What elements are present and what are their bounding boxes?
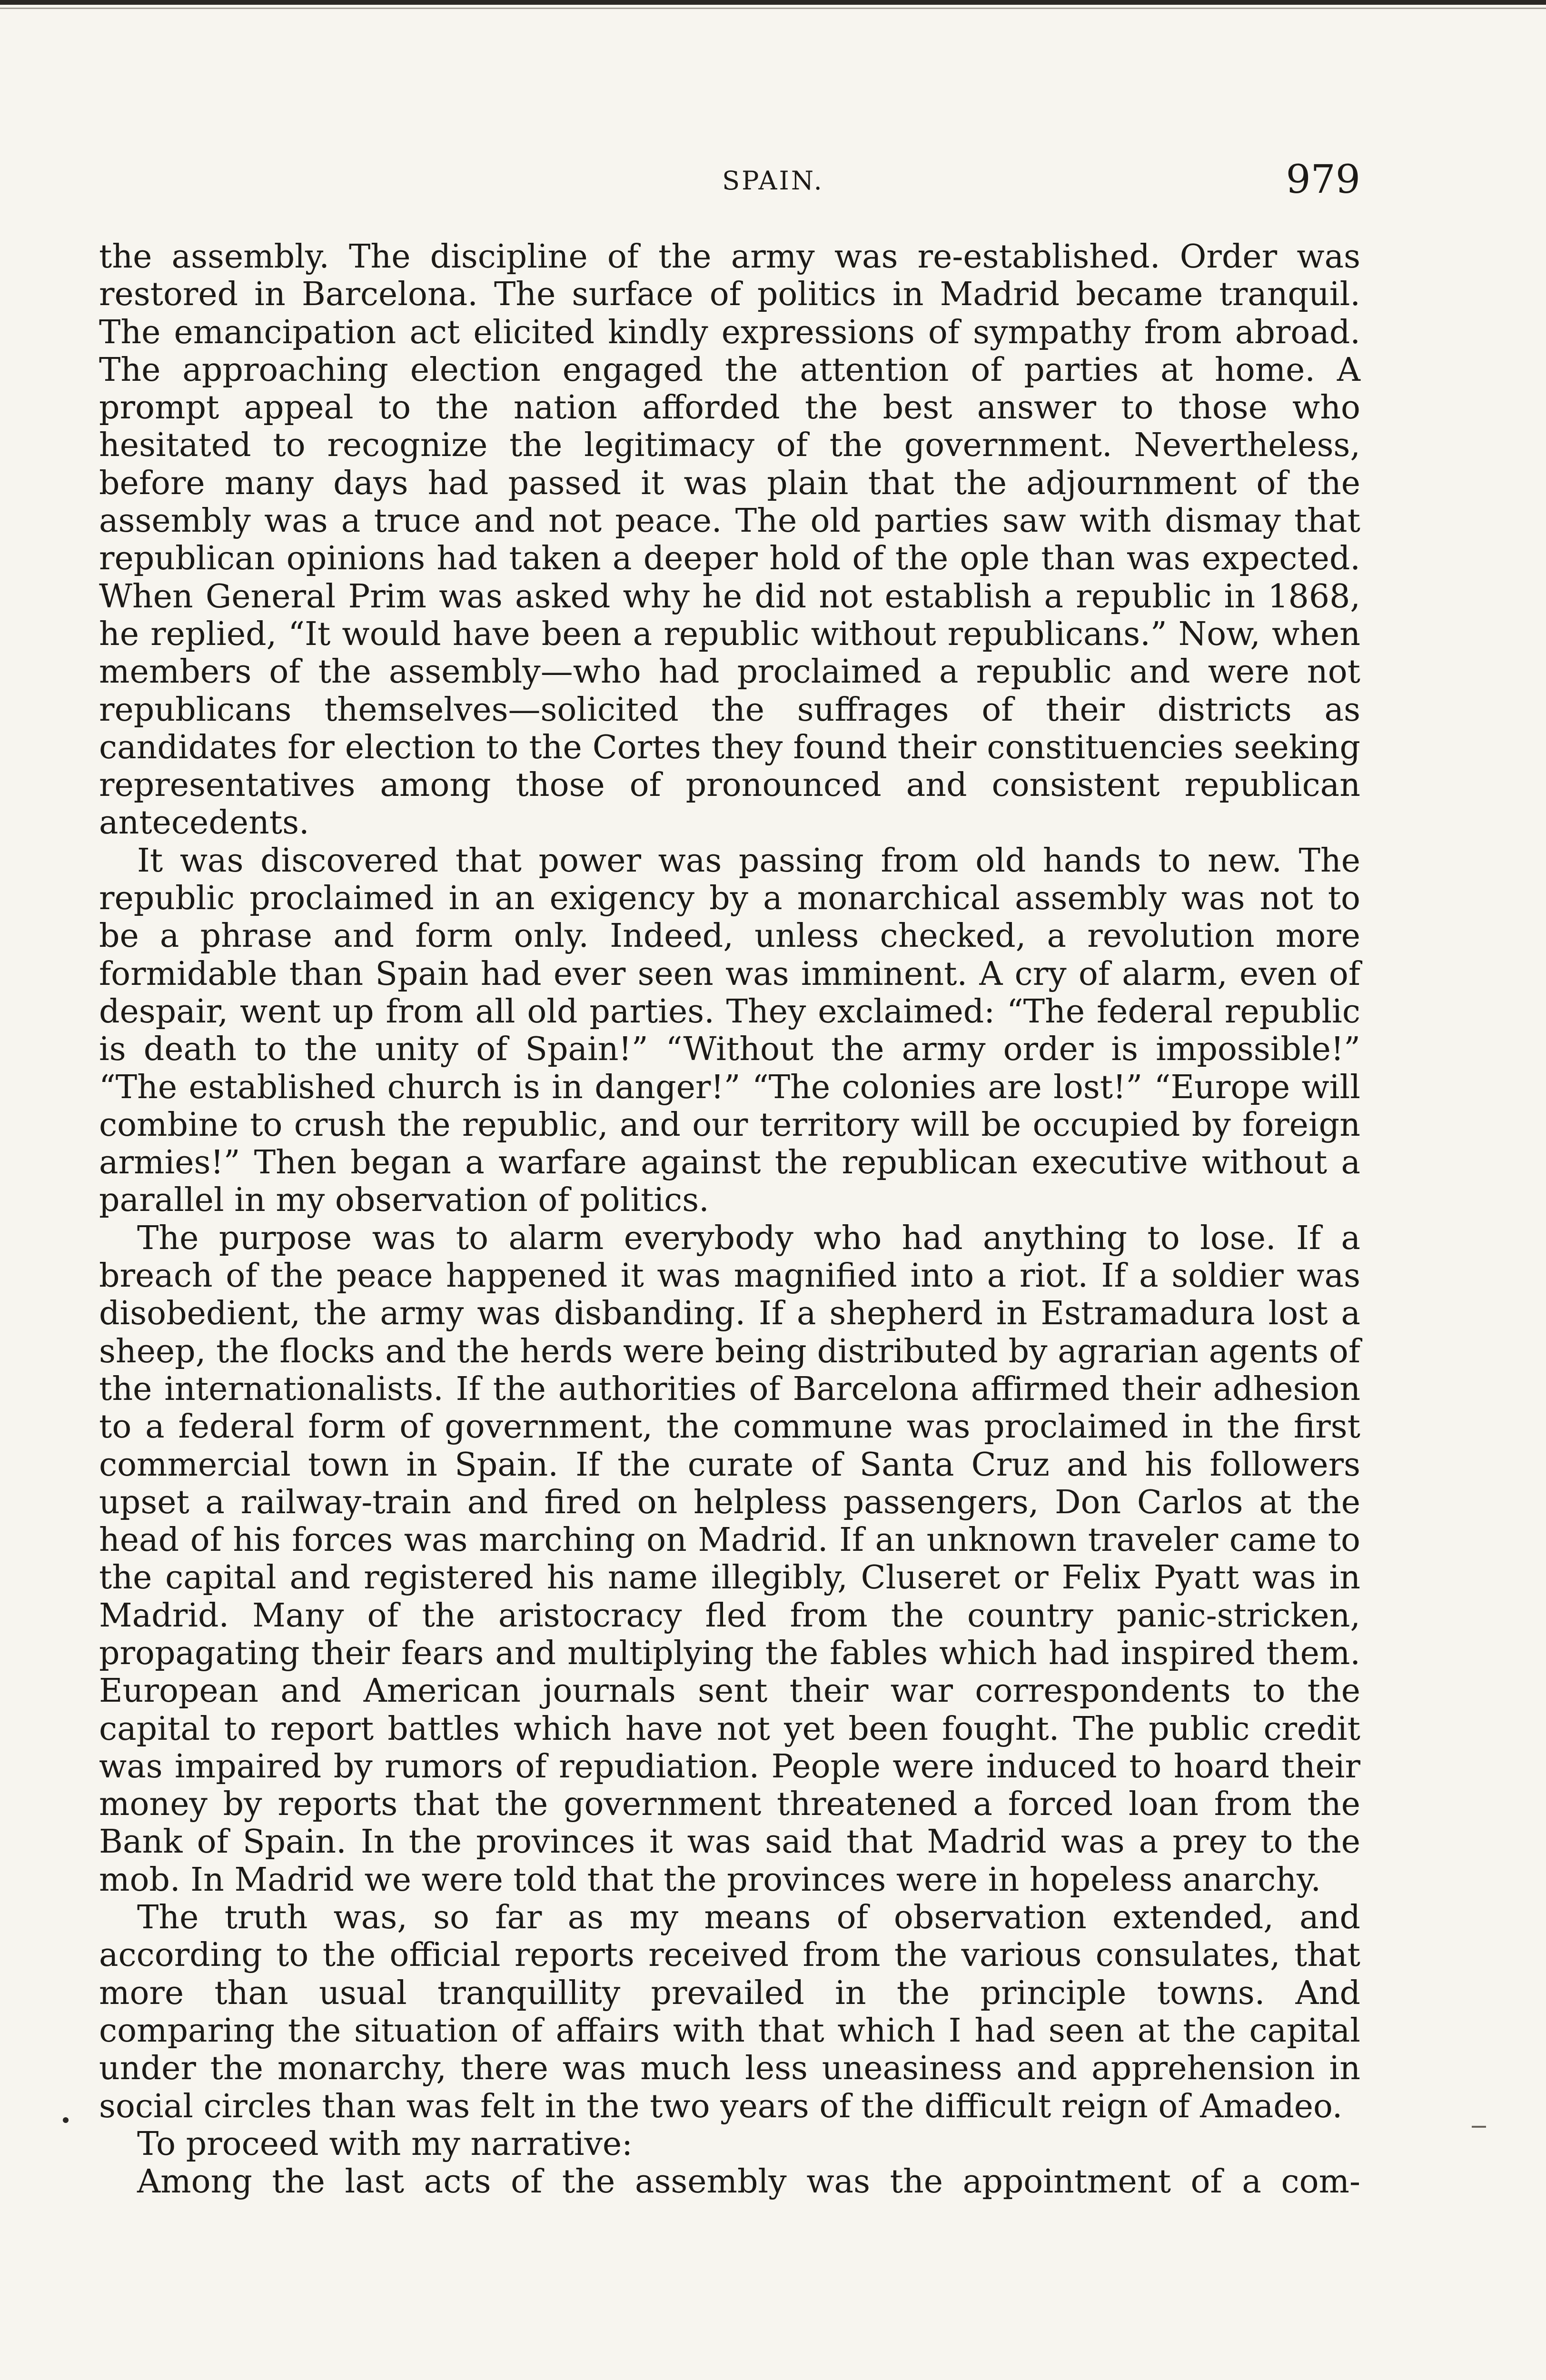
body-text	[99, 238, 1360, 2201]
paragraph: The truth was, so far as my means of observation extended, and according to the official reports received from the various consulates, that more than usual tranquillity prevailed in the principle towns. And comparing the situation of affairs with that which I had seen at the capital under the monarchy, there was much less uneasiness and apprehension in social circles than was felt in the two years of the difficult reign of Amadeo.	[99, 1899, 1360, 2125]
margin-mark	[63, 2117, 69, 2123]
margin-mark	[1472, 2126, 1486, 2128]
page-header	[0, 157, 1546, 214]
page-number: 979	[1286, 157, 1360, 202]
running-head: SPAIN.	[722, 166, 824, 196]
paragraph-continues-next-page: Among the last acts of the assembly was the appointment of a com-	[137, 2163, 1360, 2201]
paragraph: To proceed with my narrative:	[137, 2125, 633, 2163]
paragraph: The purpose was to alarm everybody who had anything to lose. If a breach of the peace happened it was magnified into a riot. If a soldier was disobedient, the army was disbanding. If a shepherd in Estramadura lost a sheep, the flocks and the herds were being distributed by agrarian agents of the internationalists. If the authorities of Barcelona affirmed their adhesion to a federal form of government, the commune was proclaimed in the first commercial town in Spain. If the curate of Santa Cruz and his followers upset a railway-train and fired on helpless passengers, Don Carlos at the head of his forces was marching on Madrid. If an unknown traveler came to the capital and registered his name illegibly, Cluseret or Felix Pyatt was in Madrid. Many of the aristocracy fled from the country panic-stricken, propagating their fears and multiplying the fables which had inspired them. European and American journals sent their war correspondents to the capital to report battles which have not yet been fought. The public credit was impaired by rumors of repudiation. People were induced to hoard their money by reports that the government threatened a forced loan from the Bank of Spain. In the provinces it was said that Madrid was a prey to the mob. In Madrid we were told that the provinces were in hopeless anarchy.	[99, 1219, 1360, 1899]
paragraph-continued: the assembly. The discipline of the army was re-established. Order was restored in Barcelona. The surface of politics in Madrid became tranquil. The emancipation act elicited kindly expressions of sympathy from abroad. The approaching election engaged the attention of parties at home. A prompt appeal to the nation afforded the best answer to those who hesitated to recognize the legitimacy of the government. Nevertheless, before many days had passed it was plain that the adjournment of the assembly was a truce and not peace. The old parties saw with dismay that republican opinions had taken a deeper hold of the ople than was expected. When General Prim was asked why he did not establish a republic in 1868, he replied, “It would have been a republic without republicans.” Now, when members of the assembly—who had proclaimed a republic and were not republicans themselves—solicited the suffrages of their districts as candidates for election to the Cortes they found their constituencies seeking representatives among those of pronounced and consistent republican antecedents.	[99, 238, 1360, 842]
top-border-thin-rule	[0, 8, 1546, 9]
top-border-rule	[0, 0, 1546, 5]
paragraph: It was discovered that power was passing from old hands to new. The republic proclaimed in an exigency by a monarchical assembly was not to be a phrase and form only. Indeed, unless checked, a revolution more formidable than Spain had ever seen was imminent. A cry of alarm, even of despair, went up from all old parties. They exclaimed: “The federal republic is death to the unity of Spain!” “Without the army order is impossible!” “The established church is in danger!” “The colonies are lost!” “Europe will combine to crush the republic, and our territory will be occupied by foreign armies!” Then began a warfare against the republican executive without a parallel in my observation of politics.	[99, 842, 1360, 1220]
